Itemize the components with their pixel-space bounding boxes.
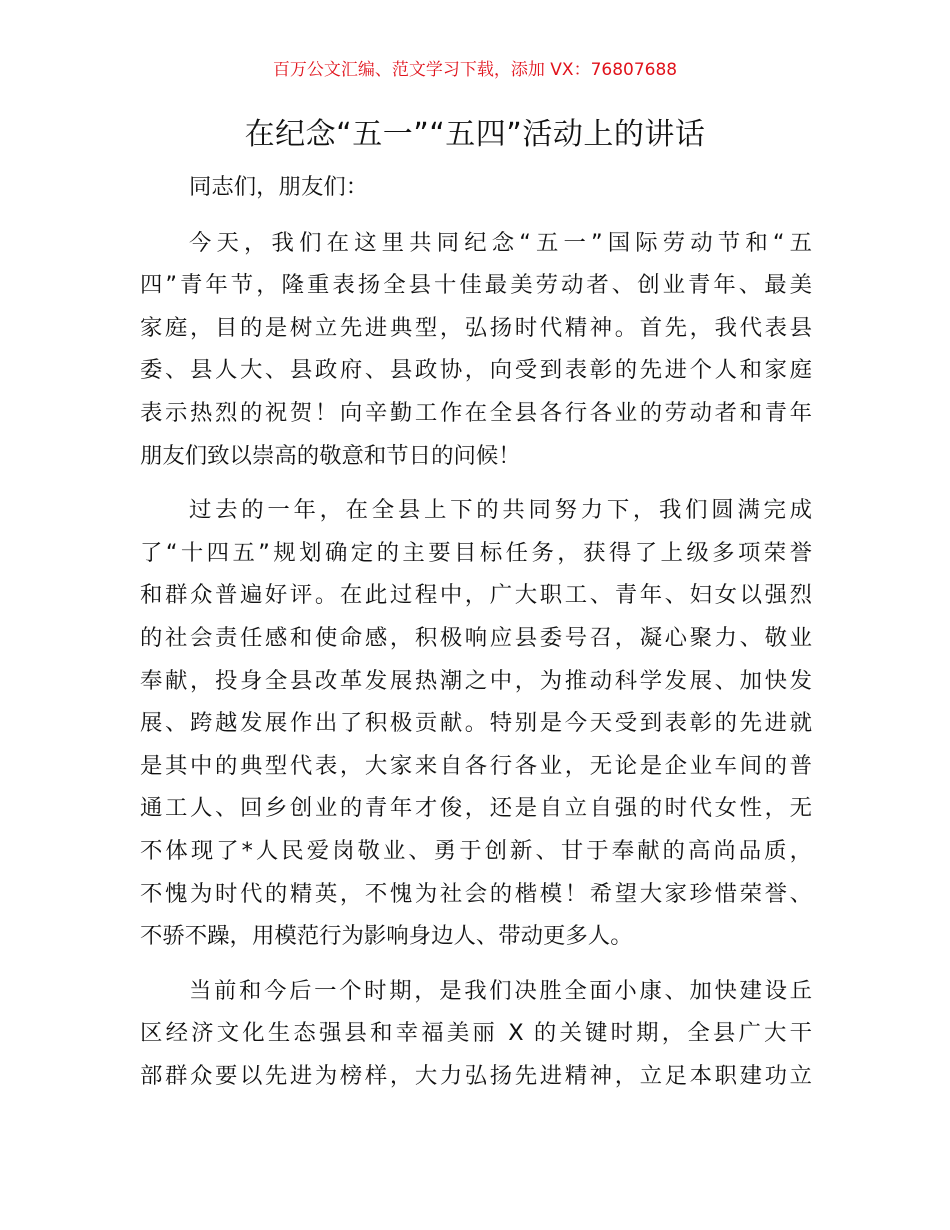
paragraph-3 [140, 970, 812, 1098]
salutation: 同志们，朋友们： [189, 174, 369, 200]
paragraph-line: 表示热烈的祝贺！向辛勤工作在全县各行各业的劳动者和青年 [140, 399, 812, 426]
paragraph-line: 的社会责任感和使命感，积极响应县委号召，凝心聚力、敬业 [140, 624, 812, 651]
paragraph-line: 今天，我们在这里共同纪念“五一”国际劳动节和“五 [189, 229, 812, 256]
document-body [140, 166, 812, 1097]
paragraph-2 [140, 489, 812, 958]
paragraph-line: 区经济文化生态强县和幸福美丽 X 的关键时期，全县广大干 [140, 1020, 812, 1047]
paragraph-line: 委、县人大、县政府、县政协，向受到表彰的先进个人和家庭 [140, 357, 812, 384]
watermark-banner: 百万公文汇编、范文学习下载，添加 VX：76807688 [272, 60, 678, 80]
paragraph-line: 不骄不躁，用模范行为影响身边人、带动更多人。 [140, 923, 633, 950]
paragraph-line: 不愧为时代的精英，不愧为社会的楷模！希望大家珍惜荣誉、 [140, 880, 812, 907]
paragraph-line: 不体现了*人民爱岗敬业、勇于创新、甘于奉献的高尚品质， [140, 837, 812, 864]
paragraph-line: 是其中的典型代表，大家来自各行各业，无论是企业车间的普 [140, 752, 812, 779]
document-title: 在纪念“五一”“五四”活动上的讲话 [244, 117, 706, 152]
paragraph-line: 过去的一年，在全县上下的共同努力下，我们圆满完成 [189, 497, 812, 524]
paragraph-line: 了“十四五”规划确定的主要目标任务，获得了上级多项荣誉 [140, 539, 812, 566]
paragraph-line: 朋友们致以崇高的敬意和节日的问候！ [140, 442, 521, 469]
paragraph-line: 家庭，目的是树立先进典型，弘扬时代精神。首先，我代表县 [140, 314, 812, 341]
paragraph-line: 通工人、回乡创业的青年才俊，还是自立自强的时代女性，无 [140, 795, 812, 822]
paragraph-line: 奉献，投身全县改革发展热潮之中，为推动科学发展、加快发 [140, 667, 812, 694]
paragraph-line: 四”青年节，隆重表扬全县十佳最美劳动者、创业青年、最美 [140, 272, 812, 299]
paragraph-1 [140, 222, 812, 478]
paragraph-line: 和群众普遍好评。在此过程中，广大职工、青年、妇女以强烈 [140, 582, 812, 609]
paragraph-line: 当前和今后一个时期，是我们决胜全面小康、加快建设丘 [189, 977, 812, 1004]
paragraph-line: 部群众要以先进为榜样，大力弘扬先进精神，立足本职建功立 [140, 1062, 812, 1089]
paragraph-line: 展、跨越发展作出了积极贡献。特别是今天受到表彰的先进就 [140, 710, 812, 737]
